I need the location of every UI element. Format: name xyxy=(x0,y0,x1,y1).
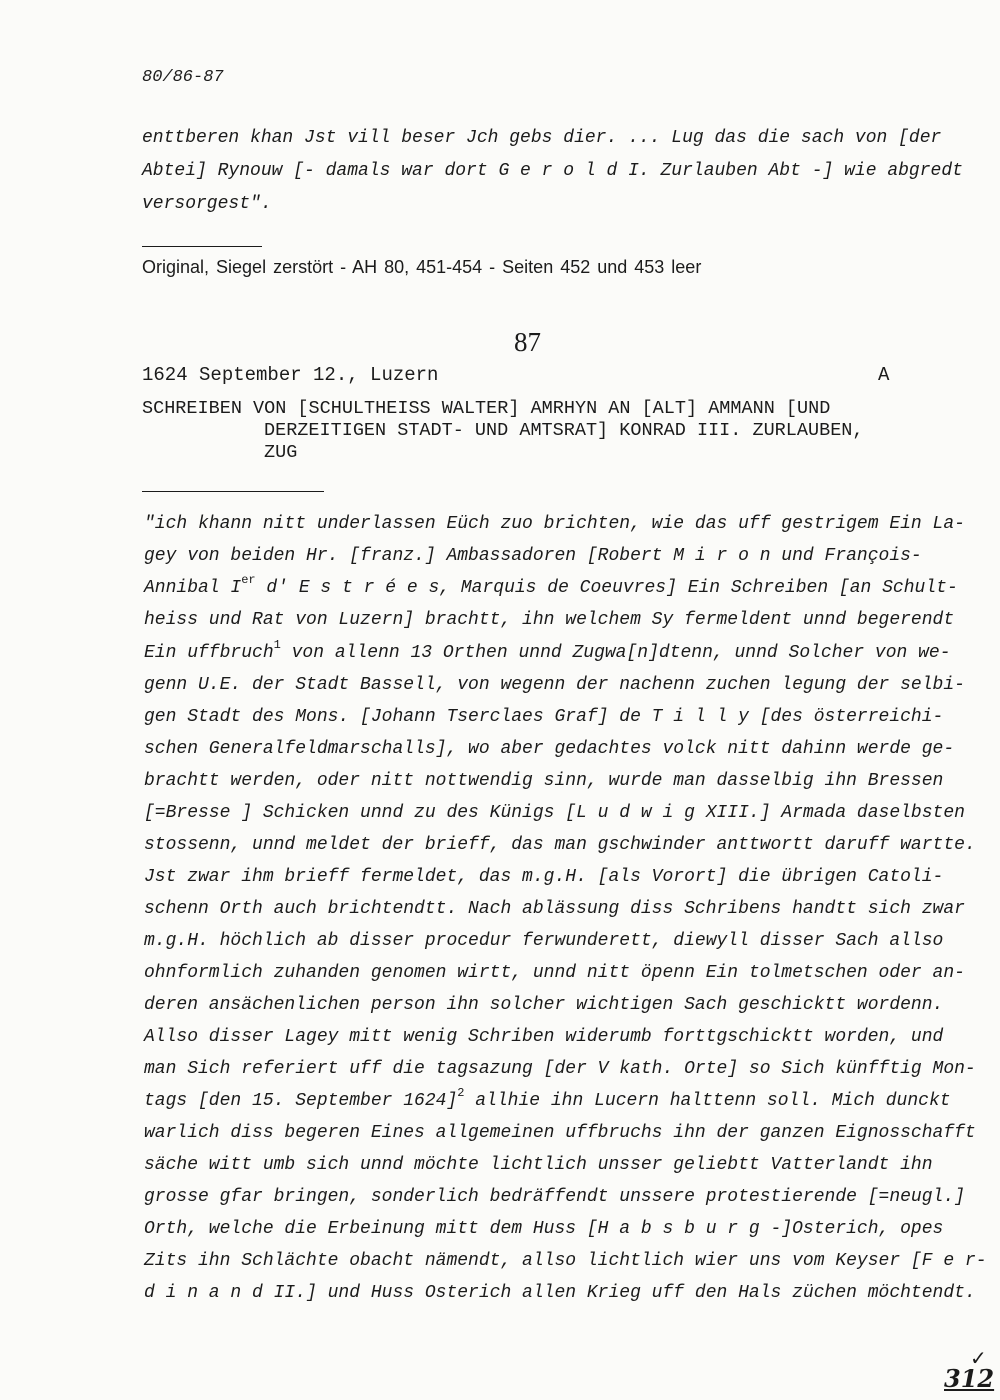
body-line: Annibal Ier d' E s t r é e s, Marquis de Coeuvres] Ein Schreiben [an Schult- xyxy=(144,573,958,598)
footnote-mark: 1 xyxy=(273,638,281,652)
intro-line-part: Abtei] Rynouw [- damals war dort G e r o l d I. Zurlauben Abt -] wie abgredt xyxy=(142,161,963,181)
body-line: schen Generalfeldmarschalls], wo aber gedachtes volck nitt dahinn werde ge- xyxy=(144,739,955,759)
footnote-mark: er xyxy=(241,573,256,587)
body-line: m.g.H. höchlich ab disser procedur ferwunderett, diewyll disser Sach allso xyxy=(144,931,944,951)
body-line: Jst zwar ihm brieff fermeldet, das m.g.H. [als Vorort] die übrigen Catoli- xyxy=(144,867,944,887)
section-divider xyxy=(142,491,324,492)
intro-line xyxy=(142,161,963,181)
body-line: Orth, welche die Erbeinung mitt dem Huss [H a b s b u r g -]Osterich, opes xyxy=(144,1219,944,1239)
page-reference: 80/86-87 xyxy=(142,68,224,87)
heading-line: SCHREIBEN VON [SCHULTHEISS WALTER] AMRHYN AN [ALT] AMMANN [UND xyxy=(142,398,831,419)
body-line: säche witt umb sich unnd möchte lichtlich unsser geliebtt Vatterlandt ihn xyxy=(144,1155,933,1175)
page-stamp: 312 xyxy=(944,1364,995,1393)
body-line: grosse gfar bringen, sonderlich bedräffendt unssere protestierende [=neugl.] xyxy=(144,1187,965,1207)
heading-line: DERZEITIGEN STADT- UND AMTSRAT] KONRAD III. ZURLAUBEN, xyxy=(264,420,864,441)
body-line: gey von beiden Hr. [franz.] Ambassadoren [Robert M i r o n und François- xyxy=(144,546,922,566)
date-place: 1624 September 12., Luzern xyxy=(142,364,439,386)
body-line: d i n a n d II.] und Huss Osterich allen Krieg uff den Hals züchen möchtendt. xyxy=(144,1283,976,1303)
body-line: stossenn, unnd meldet der brieff, das man gschwinder anttwortt daruff wartte. xyxy=(144,835,976,855)
body-line: genn U.E. der Stadt Bassell, von wegenn der nachenn zuchen legung der selbi- xyxy=(144,675,965,695)
document-number: 87 xyxy=(514,327,541,357)
heading-line: ZUG xyxy=(264,442,298,463)
source-note: Original, Siegel zerstört - AH 80, 451-454 - Seiten 452 und 453 leer xyxy=(142,257,702,277)
checkmark-icon: ✓ xyxy=(970,1346,987,1370)
body-line: brachtt werden, oder nitt nottwendig sinn, wurde man dasselbig ihn Bressen xyxy=(144,771,944,791)
intro-line: enttberen khan Jst vill beser Jch gebs dier. ... Lug das die sach von [der xyxy=(142,128,942,148)
body-line: deren ansächenlichen person ihn solcher wichtigen Sach geschicktt wordenn. xyxy=(144,995,944,1015)
footnote-mark: 2 xyxy=(457,1086,465,1100)
intro-line: versorgest". xyxy=(142,194,272,214)
body-line: warlich diss begeren Eines allgemeinen uffbruchs ihn der ganzen Eignosschafft xyxy=(144,1123,976,1143)
body-line: schenn Orth auch brichtendtt. Nach ablässung diss Schribens handtt sich zwar xyxy=(144,899,965,919)
body-line: heiss und Rat von Luzern] brachtt, ihn welchem Sy fermeldent unnd begerendt xyxy=(144,610,955,630)
category-letter: A xyxy=(878,364,890,386)
body-line: [=Bresse ] Schicken unnd zu des Künigs [L u d w i g XIII.] Armada daselbsten xyxy=(144,803,965,823)
body-line: Allso disser Lagey mitt wenig Schriben widerumb forttgschicktt worden, und xyxy=(144,1027,944,1047)
body-line: Ein uffbruch$^1$ von allenn 13 Orthen unnd Zugwa[n]dtenn, unnd Solcher von we- xyxy=(144,638,951,663)
body-line: ohnformlich zuhanden genomen wirtt, unnd nitt öpenn Ein tolmetschen oder an- xyxy=(144,963,965,983)
body-line: gen Stadt des Mons. [Johann Tserclaes Graf] de T i l l y [des österreichi- xyxy=(144,707,944,727)
body-line: "ich khann nitt underlassen Eüch zuo brichten, wie das uff gestrigem Ein La- xyxy=(144,514,965,534)
body-line: man Sich referiert uff die tagsazung [der V kath. Orte] so Sich künfftig Mon- xyxy=(144,1059,976,1079)
body-line: tags [den 15. September 1624]$^2$ allhie ihn Lucern halttenn soll. Mich dunckt xyxy=(144,1086,951,1111)
section-divider xyxy=(142,246,262,247)
body-line: Zits ihn Schlächte obacht nämendt, allso lichtlich wier uns vom Keyser [F e r- xyxy=(144,1251,987,1271)
